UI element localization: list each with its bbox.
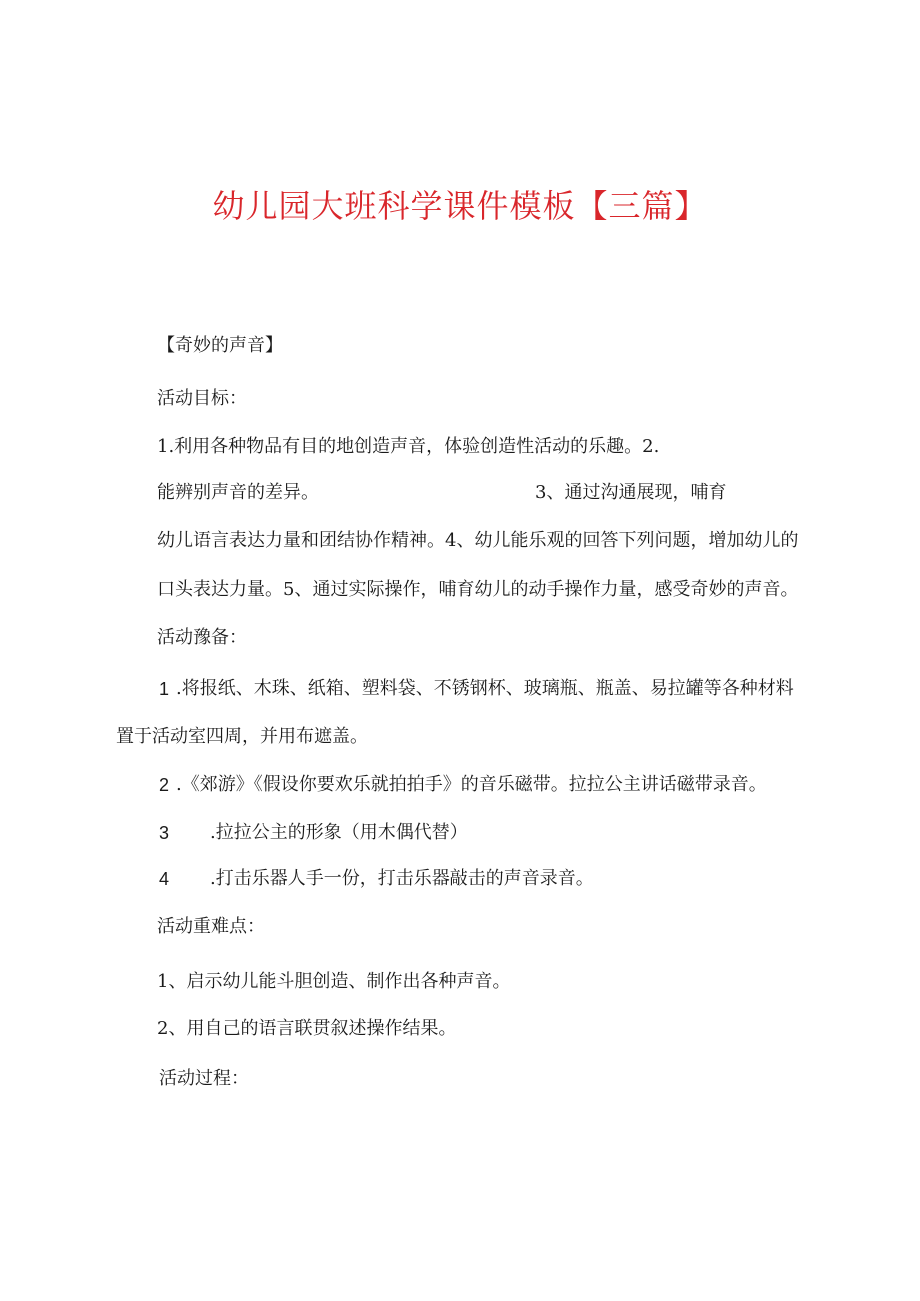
prep-item-4-number: 4	[159, 869, 170, 889]
document-title: 幼儿园大班科学课件模板【三篇】	[212, 187, 708, 225]
process-heading: 活动过程：	[159, 1068, 249, 1089]
prep-item-2-number: 2	[159, 775, 170, 795]
goals-line-2-right: 3、通过沟通展现，哺育	[535, 482, 727, 503]
prep-item-3-number: 3	[159, 823, 170, 843]
key-heading: 活动重难点：	[157, 916, 265, 937]
key-item-1: 1、启示幼儿能斗胆创造、制作出各种声音。	[157, 971, 511, 992]
section-heading: 【奇妙的声音】	[157, 335, 283, 356]
prep-heading: 活动豫备：	[157, 627, 247, 648]
goals-line-2-left: 能辨别声音的差异。	[157, 482, 319, 503]
goals-line-1: 1.利用各种物品有目的地创造声音，体验创造性活动的乐趣。2.	[157, 436, 660, 457]
prep-item-1-line-2: 置于活动室四周，并用布遮盖。	[116, 726, 368, 747]
goals-line-4: 口头表达力量。5、通过实际操作，哺育幼儿的动手操作力量，感受奇妙的声音。	[157, 579, 799, 600]
prep-item-1-number: 1	[159, 679, 170, 699]
key-item-2: 2、用自己的语言联贯叙述操作结果。	[157, 1018, 457, 1039]
prep-item-1-line-1: .将报纸、木珠、纸箱、塑料袋、不锈钢杯、玻璃瓶、瓶盖、易拉罐等各种材料	[176, 678, 794, 699]
prep-item-3-text: .拉拉公主的形象（用木偶代替）	[210, 822, 468, 843]
goals-line-3: 幼儿语言表达力量和团结协作精神。4、幼儿能乐观的回答下列问题，增加幼儿的	[157, 530, 799, 551]
prep-item-4-text: .打击乐器人手一份，打击乐器敲击的声音录音。	[210, 868, 594, 889]
prep-item-2-text: .《郊游》《假设你要欢乐就拍拍手》的音乐磁带。拉拉公主讲话磁带录音。	[176, 774, 767, 795]
goals-heading: 活动目标：	[157, 388, 247, 409]
